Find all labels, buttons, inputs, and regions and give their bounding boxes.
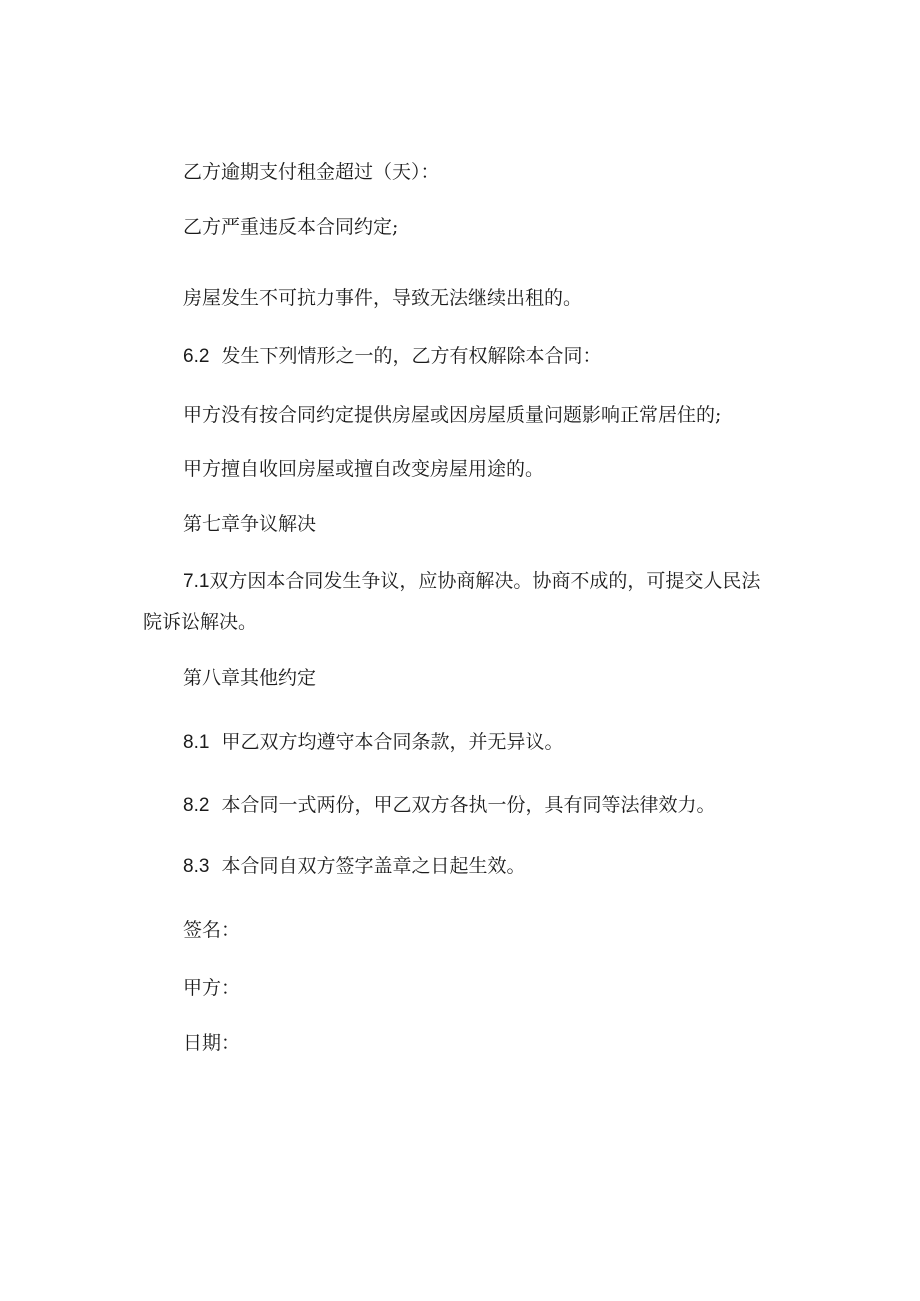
section-text: 发生下列情形之一的，乙方有权解除本合同： [221, 345, 602, 367]
section-text: 双方因本合同发生争议，应协商解决。协商不成的，可提交人民法 [209, 570, 761, 592]
clause-serious-breach: 乙方严重违反本合同约定; [183, 216, 399, 238]
section-6-2 [183, 344, 602, 369]
clause-housing-quality: 甲方没有按合同约定提供房屋或因房屋质量问题影响正常居住的; [183, 404, 722, 426]
section-text: 本合同一式两份，甲乙双方各执一份，具有同等法律效力。 [221, 794, 716, 816]
chapter-7-title: 第七章争议解决 [183, 513, 317, 535]
section-number: 6.2 [183, 346, 210, 367]
signature-label: 签名： [183, 919, 241, 941]
section-number: 7.1 [183, 571, 210, 592]
party-a-label: 甲方： [183, 977, 241, 999]
section-number: 8.3 [183, 856, 210, 877]
section-7-1 [183, 569, 760, 594]
section-8-3 [183, 854, 526, 879]
section-number: 8.1 [183, 732, 210, 753]
clause-house-reclaim: 甲方擅自收回房屋或擅自改变房屋用途的。 [183, 458, 545, 480]
clause-force-majeure: 房屋发生不可抗力事件，导致无法继续出租的。 [183, 287, 583, 309]
section-7-1-continuation: 院诉讼解决。 [143, 611, 258, 633]
date-label: 日期： [183, 1032, 241, 1054]
section-text: 甲乙双方均遵守本合同条款，并无异议。 [221, 731, 564, 753]
section-8-2 [183, 793, 716, 818]
clause-overdue-rent: 乙方逾期支付租金超过（天）： [183, 161, 440, 183]
chapter-8-title: 第八章其他约定 [183, 667, 317, 689]
section-number: 8.2 [183, 795, 210, 816]
section-8-1 [183, 730, 564, 755]
section-text: 本合同自双方签字盖章之日起生效。 [221, 855, 526, 877]
